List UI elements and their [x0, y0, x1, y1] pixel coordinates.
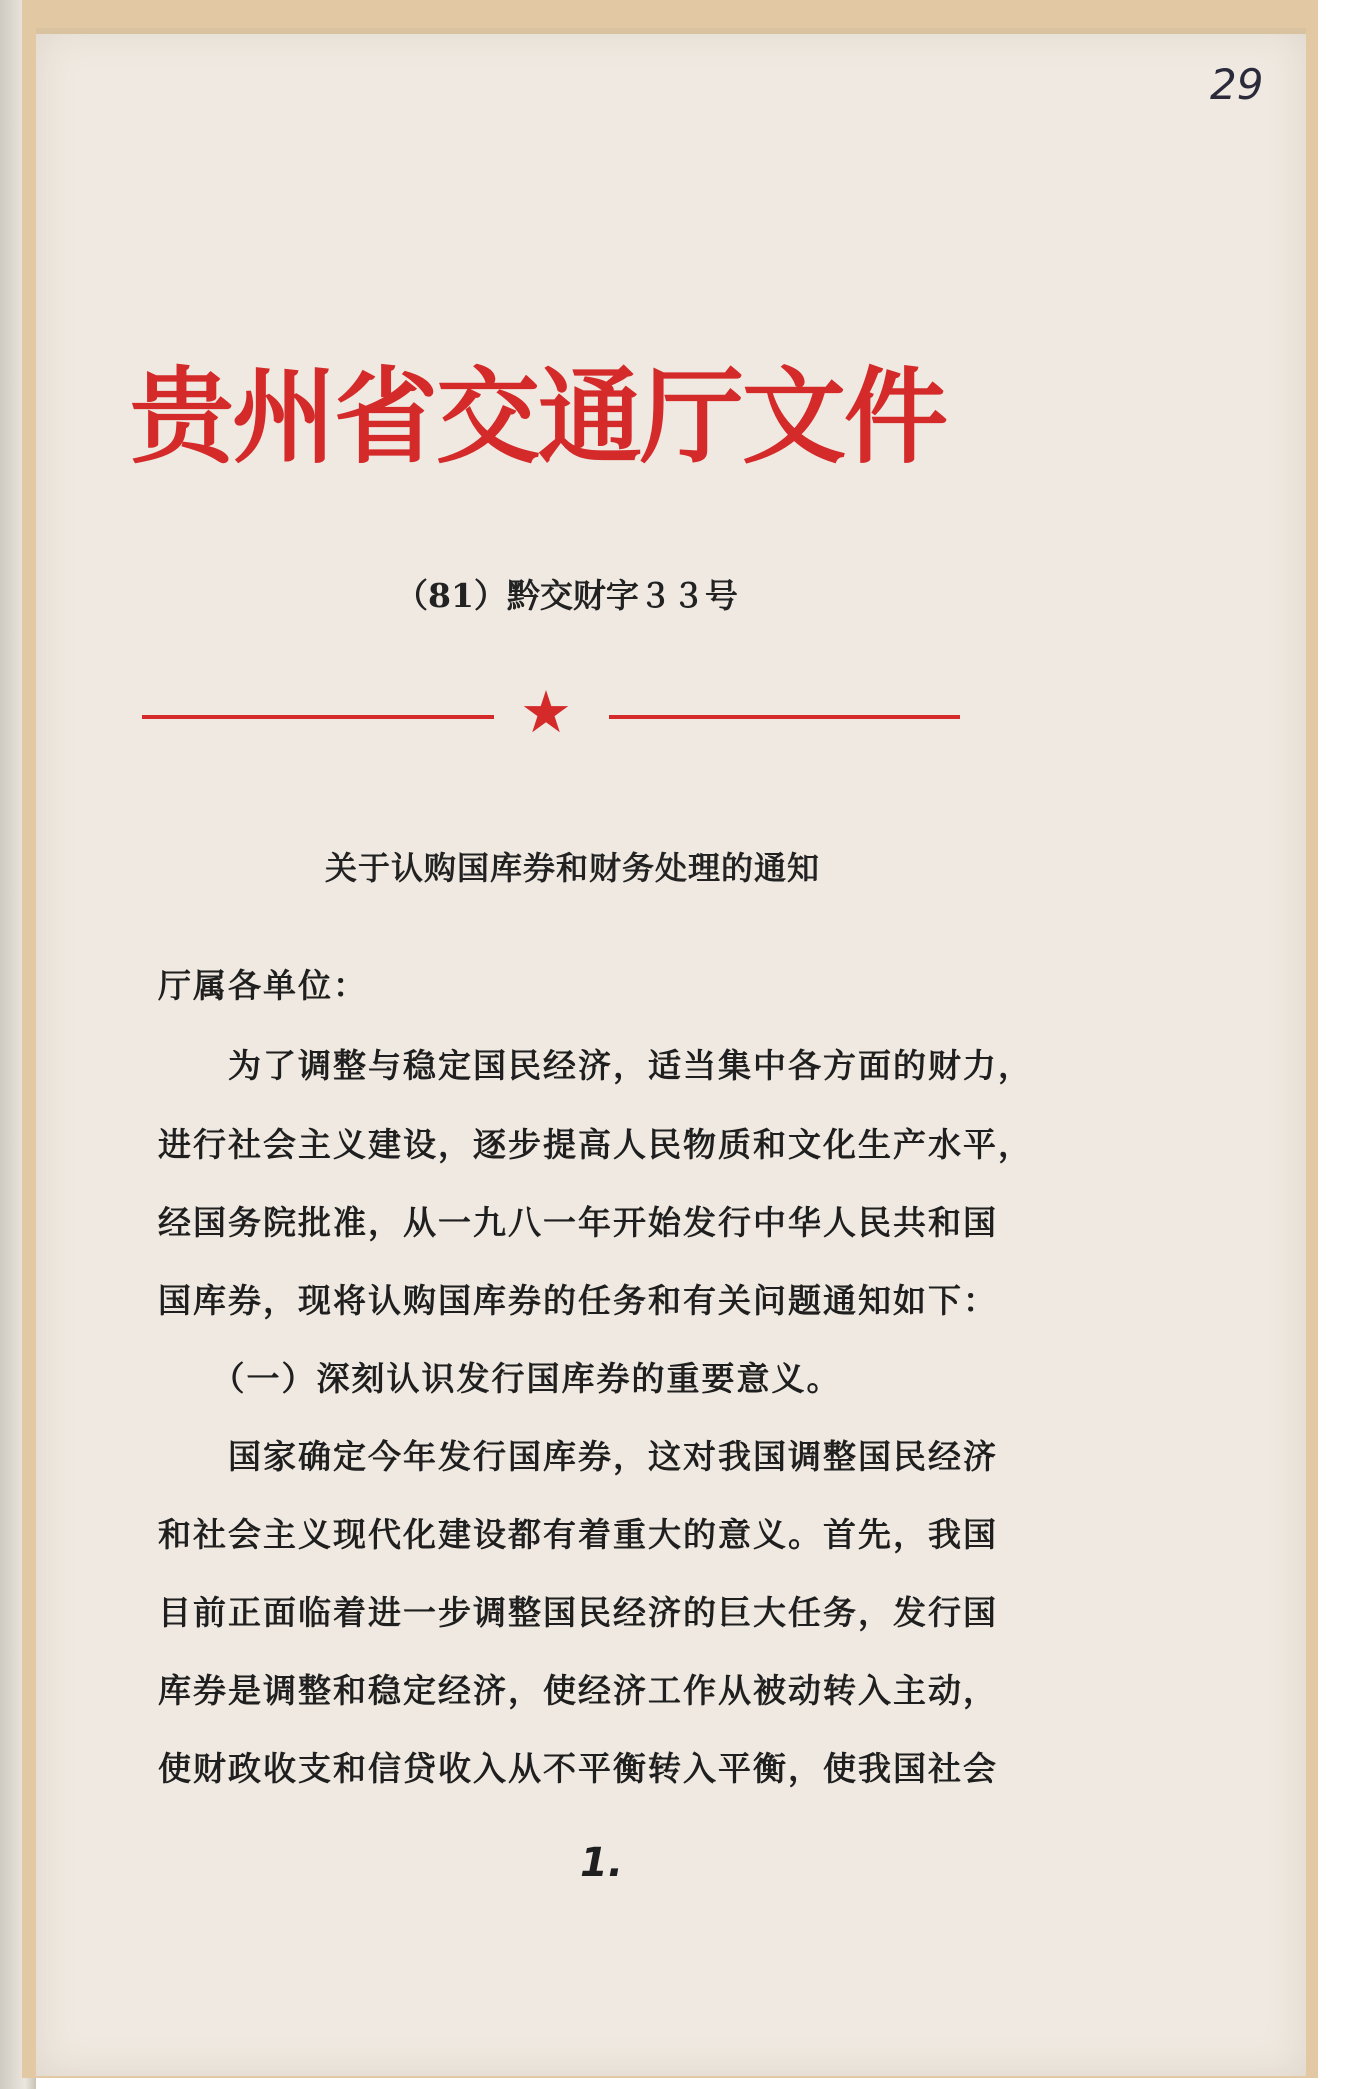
document-number: （81）黔交财字３３号 — [395, 576, 738, 615]
red-rule-right — [609, 715, 960, 719]
body-line: 和社会主义现代化建设都有着重大的意义。首先，我国 — [158, 1515, 998, 1554]
body-line: 库券是调整和稳定经济，使经济工作从被动转入主动， — [158, 1671, 998, 1710]
footer-page-number: 1. — [580, 1840, 624, 1886]
red-rule-left — [142, 715, 494, 719]
body-line: 使财政收支和信贷收入从不平衡转入平衡，使我国社会 — [158, 1749, 998, 1788]
document-header-title: 贵州省交通厅文件 — [130, 356, 947, 478]
handwritten-page-number: 29 — [1210, 60, 1264, 109]
red-star-icon: ★ — [520, 678, 572, 746]
notice-title: 关于认购国库券和财务处理的通知 — [325, 849, 821, 887]
body-line: 经国务院批准，从一九八一年开始发行中华人民共和国 — [158, 1203, 998, 1242]
body-line: 国库券，现将认购国库券的任务和有关问题通知如下： — [158, 1281, 998, 1320]
section-heading: （一）深刻认识发行国库券的重要意义。 — [158, 1359, 842, 1398]
body-line: 目前正面临着进一步调整国民经济的巨大任务，发行国 — [158, 1593, 998, 1632]
body-line: 国家确定今年发行国库券，这对我国调整国民经济 — [158, 1437, 998, 1476]
salutation: 厅属各单位： — [158, 966, 368, 1005]
body-line: 进行社会主义建设，逐步提高人民物质和文化生产水平， — [158, 1125, 1033, 1164]
body-line: 为了调整与稳定国民经济，适当集中各方面的财力， — [158, 1046, 1033, 1085]
